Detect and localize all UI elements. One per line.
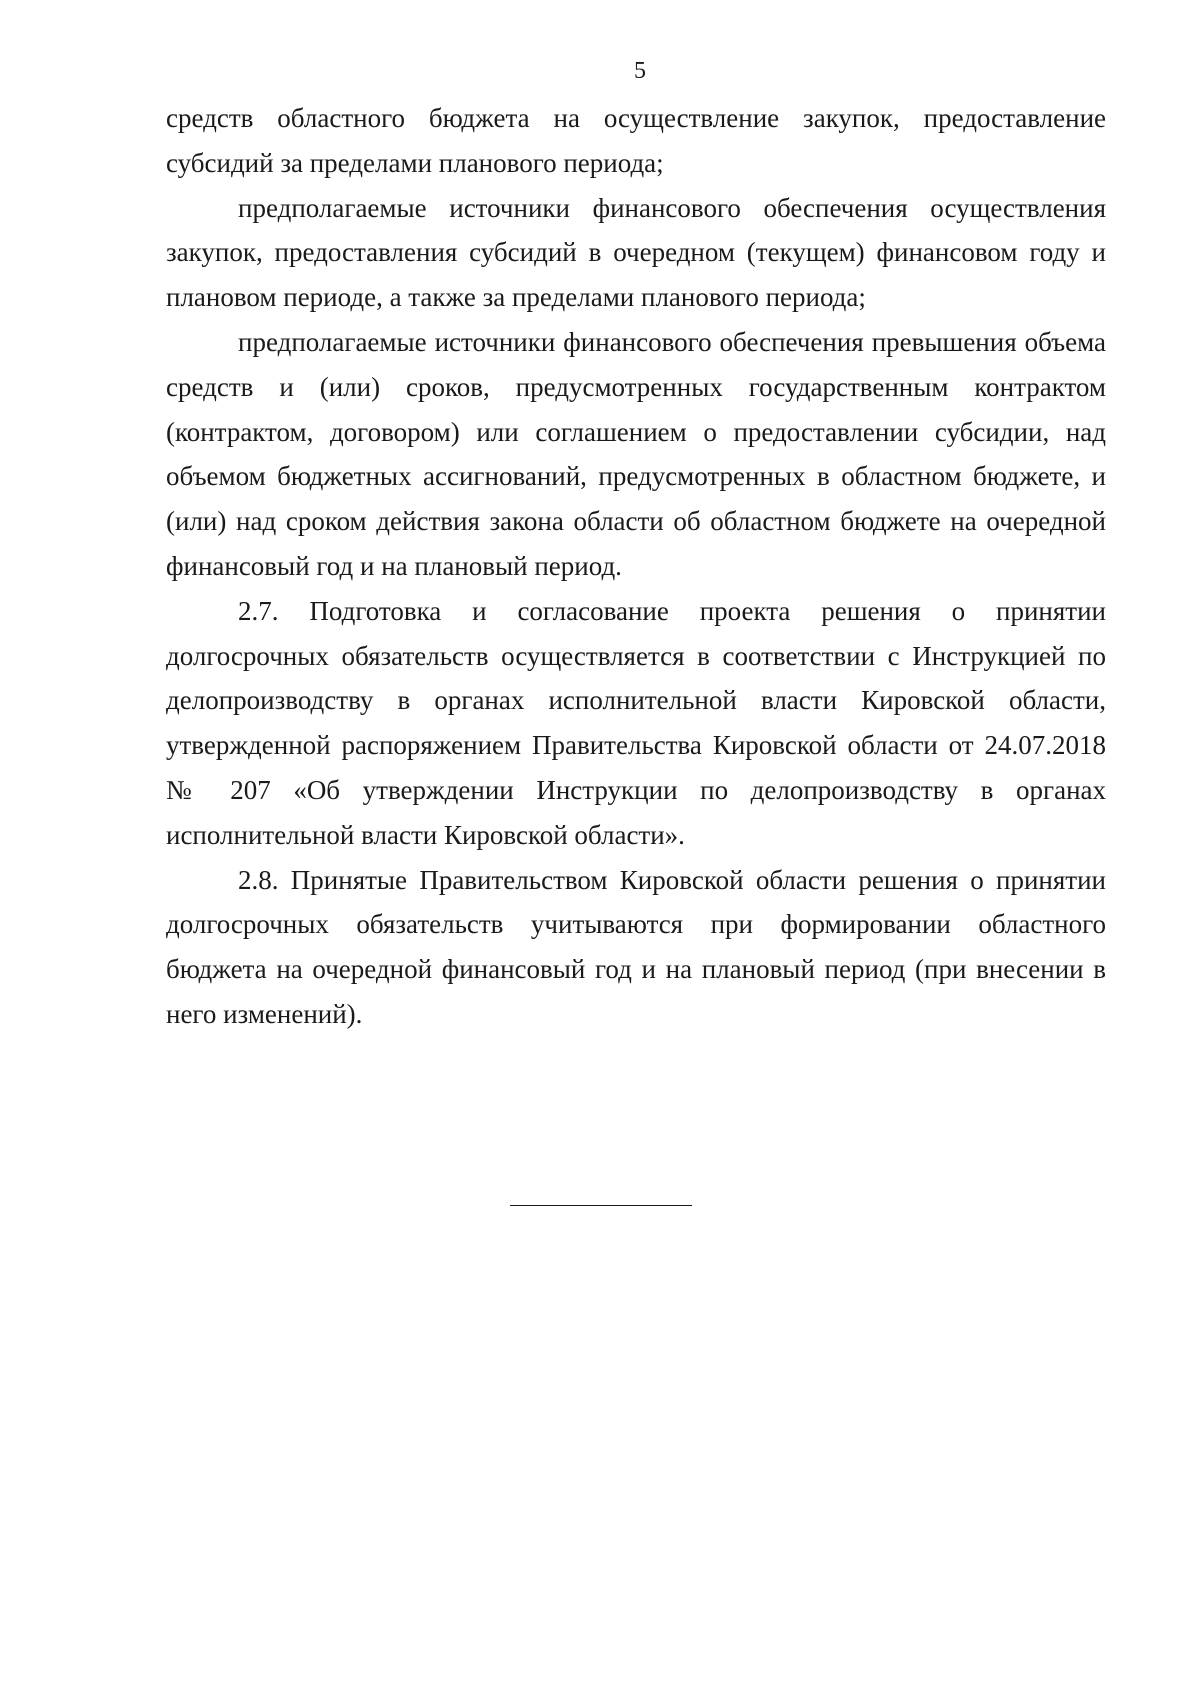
- paragraph-section-2-8: 2.8. Принятые Правительством Кировской области решения о принятии долгосрочных обязательств учитываются при формировании областного бюджета на очередной финансовый год и на плановый период (при внесении в него изменений).: [166, 864, 1106, 1029]
- paragraph-excess-financing: предполагаемые источники финансового обеспечения превышения объема средств и (или) сроков, предусмотренных государственным контрактом (контрактом, договором) или соглашением о предоставлении субсидии, над объемом бюджетных ассигнований, предусмотренных в областном бюджете, и (или) над сроком действия закона области об областном бюджете на очередной финансовый год и на плановый период.: [166, 326, 1106, 581]
- page-number: 5: [634, 58, 646, 84]
- closing-divider: [510, 1205, 692, 1206]
- paragraph-financing-sources: предполагаемые источники финансового обеспечения осуществления закупок, предоставления субсидий в очередном (текущем) финансовом году и плановом периоде, а также за пределами планового периода;: [166, 192, 1106, 313]
- document-body: [166, 96, 1106, 1037]
- paragraph-continuation: средств областного бюджета на осуществление закупок, предоставление субсидий за пределами планового периода;: [166, 103, 1106, 178]
- paragraph-section-2-7: 2.7. Подготовка и согласование проекта решения о принятии долгосрочных обязательств осуществляется в соответствии с Инструкцией по делопроизводству в органах исполнительной власти Кировской области, утвержденной распоряжением Правительства Кировской области от 24.07.2018 № 207 «Об утверждении Инструкции по делопроизводству в органах исполнительной власти Кировской области».: [166, 595, 1106, 850]
